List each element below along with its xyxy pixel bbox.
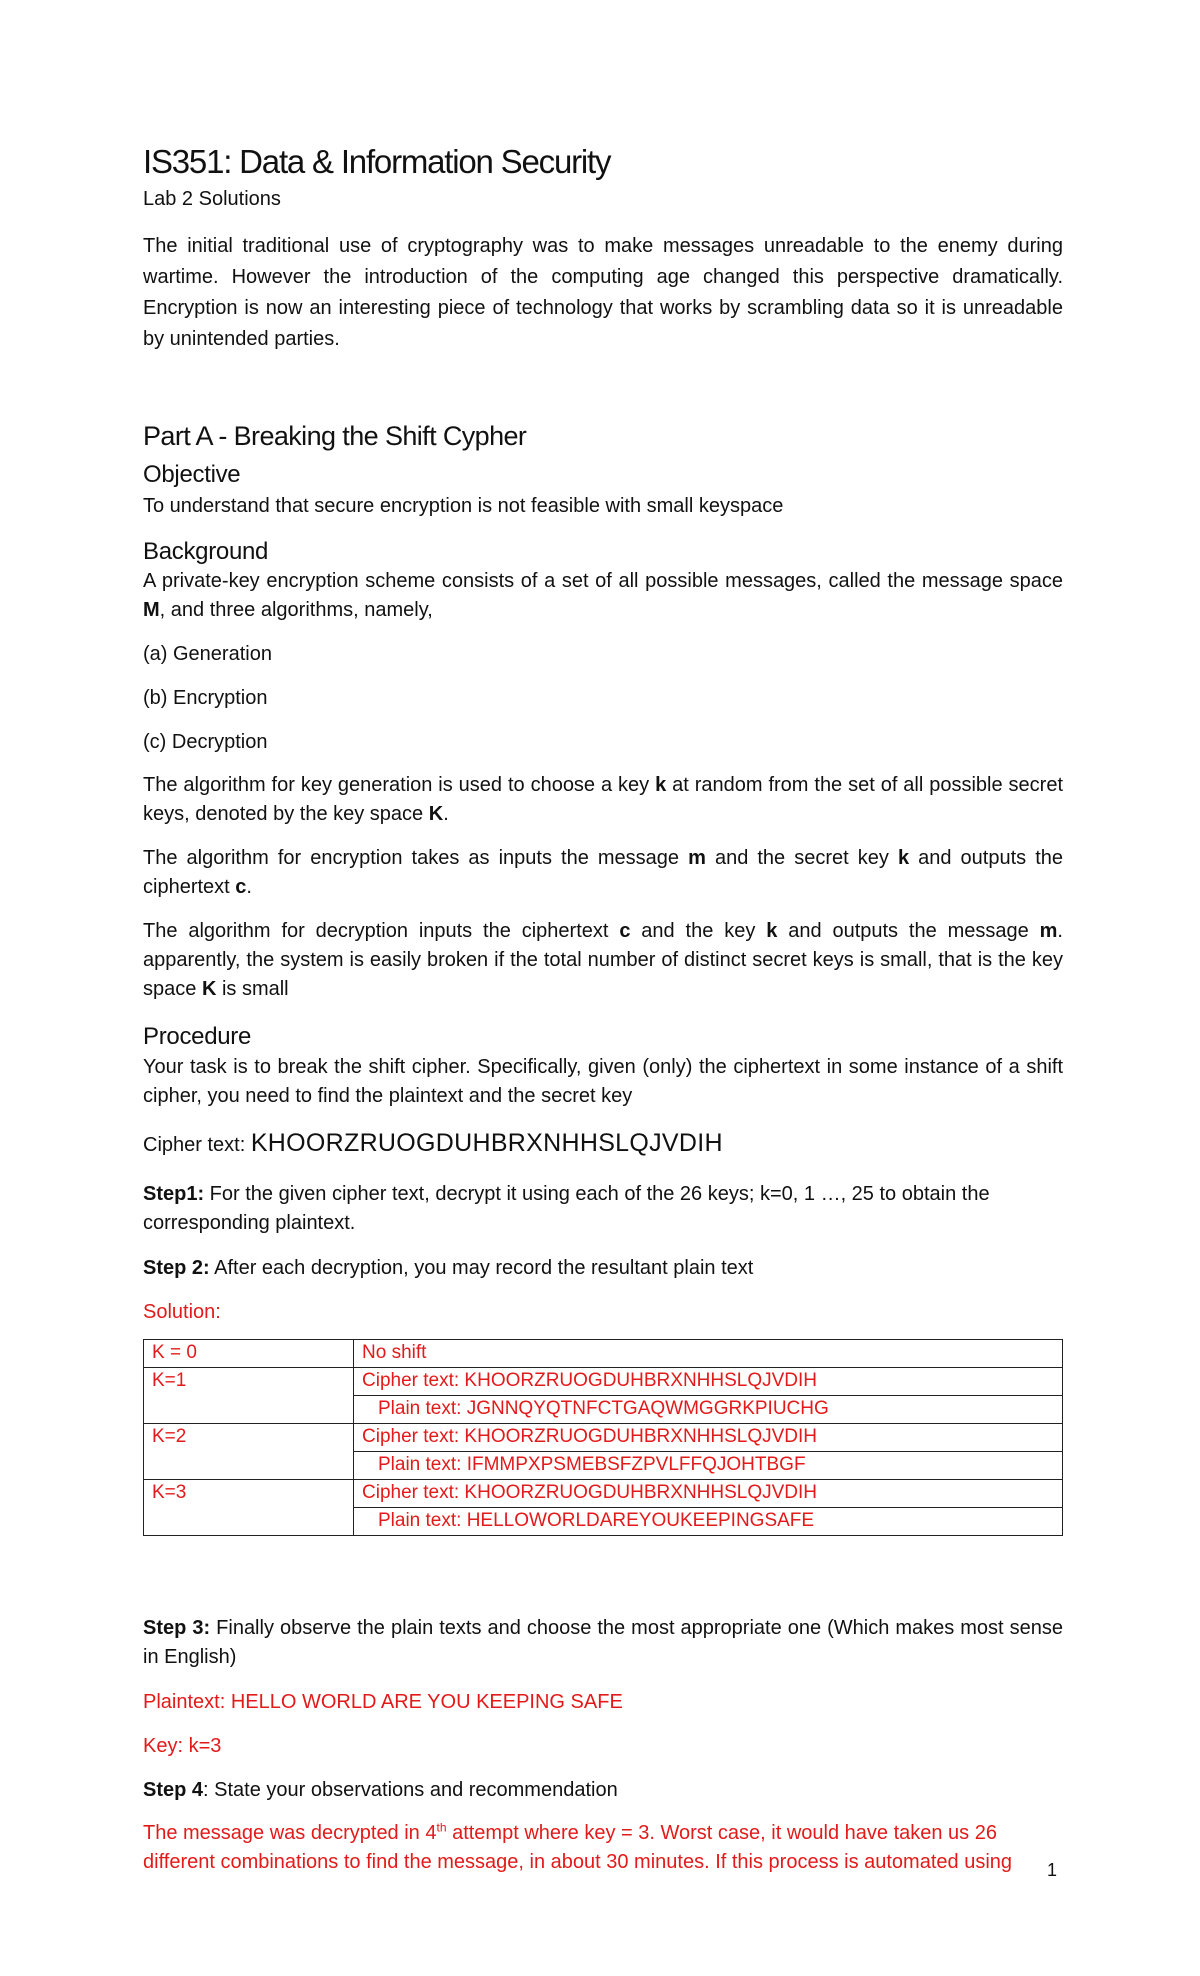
background-heading: Background <box>143 538 269 565</box>
table-cell-key: K = 0 <box>144 1340 354 1368</box>
table-row <box>144 1368 1063 1396</box>
algorithm-encryption: (b) Encryption <box>143 687 268 709</box>
document-subtitle: Lab 2 Solutions <box>143 188 281 210</box>
objective-heading: Objective <box>143 461 241 488</box>
procedure-text: Your task is to break the shift cipher. Specifically, given (only) the ciphertext in some instance of a shift cipher, you need to find the plaintext and the secret key <box>143 1056 1063 1107</box>
table-cell-plain: Plain text: JGNNQYQTNFCTGAQWMGGRKPIUCHG <box>354 1396 1063 1424</box>
table-cell-key: K=1 <box>144 1368 354 1424</box>
table-cell-key: K=2 <box>144 1424 354 1480</box>
table-cell-cipher: Cipher text: KHOORZRUOGDUHBRXNHHSLQJVDIH <box>354 1480 1063 1508</box>
step2-paragraph: Step 2: After each decryption, you may record the resultant plain text <box>143 1257 754 1279</box>
table-cell-plain: Plain text: HELLOWORLDAREYOUKEEPINGSAFE <box>354 1508 1063 1536</box>
step4-paragraph: Step 4: State your observations and recommendation <box>143 1779 618 1801</box>
encryption-paragraph: The algorithm for encryption takes as inputs the message m and the secret key k and outputs the ciphertext c. <box>143 847 1064 898</box>
plaintext-answer: Plaintext: HELLO WORLD ARE YOU KEEPING SAFE <box>143 1691 623 1713</box>
table-cell-plain: Plain text: IFMMPXPSMEBSFZPVLFFQJOHTBGF <box>354 1452 1063 1480</box>
cipher-text-value: KHOORZRUOGDUHBRXNHHSLQJVDIH <box>250 1129 723 1157</box>
keygen-paragraph: The algorithm for key generation is used to choose a key k at random from the set of all possible secret keys, denoted by the key space K. <box>143 774 1064 825</box>
algorithm-decryption: (c) Decryption <box>143 731 268 753</box>
background-paragraph: A private-key encryption scheme consists of a set of all possible messages, called the message space M, and three algorithms, namely, <box>143 570 1063 621</box>
algorithm-generation: (a) Generation <box>143 643 272 665</box>
solution-label: Solution: <box>143 1301 221 1323</box>
solution-table <box>143 1339 1063 1536</box>
table-cell-cipher: Cipher text: KHOORZRUOGDUHBRXNHHSLQJVDIH <box>354 1424 1063 1452</box>
key-answer: Key: k=3 <box>143 1735 222 1757</box>
observation-paragraph: The message was decrypted in 4th attempt where key = 3. Worst case, it would have taken us 26 different combinations to find the message, in about 30 minutes. If this process is automated using <box>143 1820 1013 1873</box>
procedure-heading: Procedure <box>143 1023 252 1050</box>
table-row <box>144 1424 1063 1452</box>
step1-paragraph: Step1: For the given cipher text, decrypt it using each of the 26 keys; k=0, 1 …, 25 to obtain the corresponding plaintext. <box>143 1183 990 1234</box>
table-cell-key: K=3 <box>144 1480 354 1536</box>
cipher-text-line: Cipher text: KHOORZRUOGDUHBRXNHHSLQJVDIH <box>143 1129 723 1157</box>
decryption-paragraph: The algorithm for decryption inputs the ciphertext c and the key k and outputs the message m. apparently, the system is easily broken if the total number of distinct secret keys is small, that is the key space K is small <box>143 920 1063 1000</box>
objective-text: To understand that secure encryption is not feasible with small keyspace <box>143 495 784 517</box>
page-number: 1 <box>1047 1860 1058 1880</box>
table-cell-cipher: Cipher text: KHOORZRUOGDUHBRXNHHSLQJVDIH <box>354 1368 1063 1396</box>
table-cell-value: No shift <box>354 1340 1063 1368</box>
table-row <box>144 1480 1063 1508</box>
document-title: IS351: Data & Information Security <box>143 143 611 180</box>
table-row <box>144 1340 1063 1368</box>
step3-paragraph: Step 3: Finally observe the plain texts and choose the most appropriate one (Which makes most sense in English) <box>143 1617 1063 1668</box>
intro-paragraph: The initial traditional use of cryptography was to make messages unreadable to the enemy during wartime. However the introduction of the computing age changed this perspective dramatically. Encryption is now an interesting piece of technology that works by scrambling data so it is unreadable by unintended parties. <box>143 235 1063 350</box>
part-a-heading: Part A - Breaking the Shift Cypher <box>143 421 527 451</box>
